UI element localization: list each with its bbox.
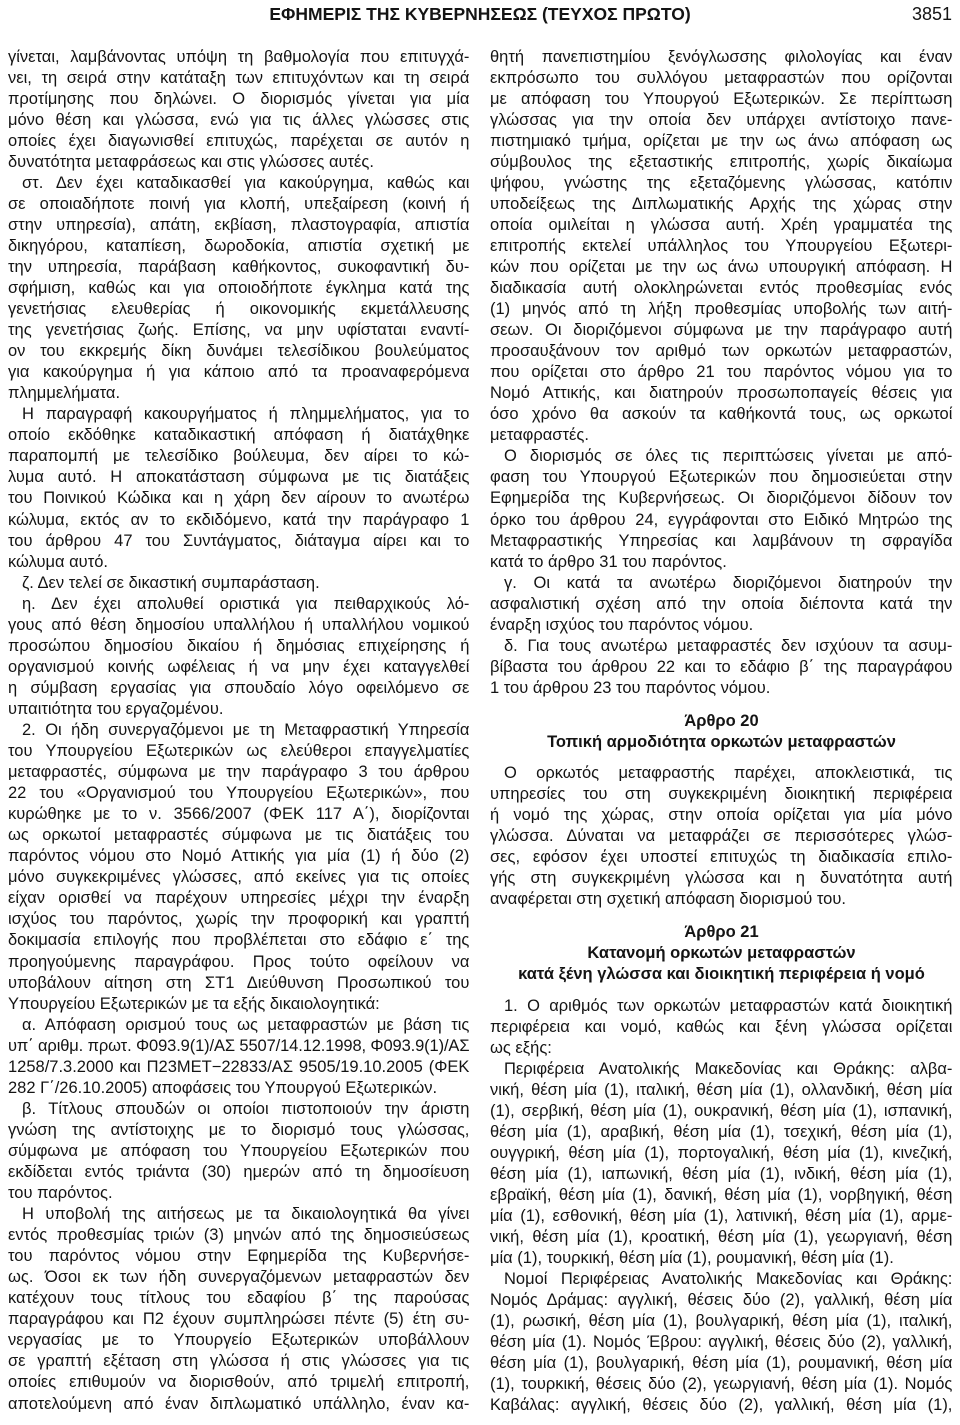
text-line: 22 του «Οργανισμού του Υπουργείου Εξωτερικών», που (8, 784, 470, 803)
text-line: θητή πανεπιστημίου ξενόγλωσσης φιλολογίας και έναν (490, 47, 953, 66)
left-column (8, 47, 470, 1415)
text-line: υποβάλουν αίτηση στη ΣΤ1 Διεύθυνση Προσωπικού του (8, 973, 470, 992)
text-line: α. Απόφαση ορισμού τους ως μεταφραστών με βάση τις (22, 1015, 470, 1034)
text-line: λυμα αυτό. Η αποκατάσταση σύμφωνα με τις διατάξεις (8, 468, 470, 487)
text-line: μεταφραστές. (490, 426, 589, 445)
text-line: σε γραπτή εξέταση στη γλώσσα ή στις γλώσσες για τις (8, 1352, 470, 1371)
text-line: Καβάλας: αγγλική, θέσεις δύο (2), γαλλική, θέση μία (1), (490, 1396, 953, 1415)
right-column (490, 47, 953, 1417)
text-line: προσαυξάνουν τον αριθμό των ορκωτών μεταφραστών, (490, 342, 953, 361)
text-line: η. Δεν έχει απολυθεί οριστικά για πειθαρχικούς λό- (22, 594, 470, 613)
text-line: πλημμελήματα. (8, 384, 121, 403)
text-line: οποίο εκδόθηκε καταδικαστική απόφαση ή διατάχθηκε (8, 426, 470, 445)
text-line: σφήμιση, καθώς και για οποιοδήποτε έγκλημα κατά της (8, 279, 470, 298)
text-line: οργανισμού κοινής ωφέλειας ή να μην έχει καταγγελθεί (8, 657, 470, 676)
text-line: φαση του Υπουργού Εξωτερικών που δημοσιεύεται στην (490, 468, 953, 487)
text-line: (1) μηνός από τη λήξη προθεσμίας υποβολής των αιτή- (490, 300, 953, 319)
text-line: προσώπου δημοσίου δικαίου ή δημόσιας επιχείρησης ή (8, 636, 470, 655)
gazette-title: ΕΦΗΜΕΡΙΣ ΤΗΣ ΚΥΒΕΡΝΗΣΕΩΣ (ΤΕΥΧΟΣ ΠΡΩΤΟ) (269, 4, 691, 24)
text-line: γενετήσιας ελευθερίας ή οικονομικής εκμετάλλευσης (8, 300, 470, 319)
text-line: πιστημιακό τμήμα, ορίζεται με την ως άνω απόφαση ως (490, 131, 953, 150)
text-line: παραγράφου και Π2 έχουν συμπληρώσει πέντε (5) έτη συ- (8, 1310, 470, 1329)
text-line: θέση μία (1), ιαπωνική, θέση μία (1), ινδική, θέση μία (1), (490, 1164, 953, 1183)
text-line: υπαιτιότητα του εργαζομένου. (8, 699, 224, 718)
text-line: (1), σερβική, θέση μία (1), ουκρανική, θέση μία (1), ισπανική, (490, 1101, 953, 1120)
text-line: στ. Δεν έχει καταδικασθεί για κακούργημα, καθώς και (22, 173, 470, 192)
text-line: κώλυμα αυτό. (8, 552, 108, 571)
paragraph (490, 446, 953, 572)
text-line: γ. Οι κατά τα ανωτέρω διοριζόμενοι διατηρούν την (504, 573, 953, 592)
text-line: δοκιμασία επιλογής που προβλέπεται στο εδάφιο ε΄ της (8, 931, 470, 950)
text-line: ζ. Δεν τελεί σε δικαστική συμπαράσταση. (22, 573, 320, 592)
text-line: παρόντος νόμου στο Νομό Αττικής για μία (1) ή δύο (2) (8, 847, 470, 866)
paragraph (490, 763, 953, 910)
text-line: μία (1), τουρκική, θέση μία (1), ρουμανική, θέση μία (1). (490, 1249, 894, 1268)
text-line: προτίμησης που δηλώνει. Ο διορισμός γίνεται για μία (8, 89, 470, 108)
text-line: Νομός Δράμας: αγγλική, θέσεις δύο (2), γαλλική, θέση μία (490, 1291, 953, 1310)
text-line: β. Τίτλους σπουδών οι οποίοι πιστοποιούν την άριστη (22, 1099, 470, 1118)
text-line: (1), τουρκική, θέσεις δύο (2), γεωργιανή, θέση μία (1). Νομός (490, 1375, 953, 1394)
text-line: δυνατότητα μεταφράσεως και στις γλώσσες αυτές. (8, 152, 374, 171)
text-line: γής στη συγκεκριμένη γλώσσα και η δυνατότητα αυτή (490, 869, 953, 888)
text-line: είχαν ορισθεί να παρέχουν υπηρεσίες μέχρι την έναρξη (8, 889, 470, 908)
text-line: μόνο συγκεκριμένες γλώσσες, από εκείνες για τις οποίες (8, 868, 470, 887)
paragraph (8, 1099, 470, 1204)
paragraph (8, 173, 470, 405)
text-line: νική, θέση μία (1), ιταλική, θέση μία (1), ολλανδική, θέση μία (490, 1080, 953, 1099)
text-line: Υπουργείου Εξωτερικών με τα εξής δικαιολογητικά: (8, 994, 380, 1013)
text-line: γνώση της αντίστοιχης με το διορισμό τους γλώσσας, (8, 1120, 470, 1139)
text-line: του Ποινικού Κώδικα και η χάρη δεν αίρουν το ανωτέρω (8, 489, 470, 508)
text-line: ή νομό της χώρας, στην οποία ορίζεται για μία μόνο (490, 806, 953, 825)
continuation (490, 47, 953, 447)
text-line: υπηρεσίες του στη συγκεκριμένη διοικητική περιφέρεια (490, 785, 953, 804)
text-line: Νομό Αττικής, και διατηρούν προσωποπαγείς θέσεις για (490, 384, 953, 403)
text-line: Ο διορισμός σε όλες τις περιπτώσεις γίνεται με από- (504, 447, 953, 466)
text-line: Περιφέρεια Ανατολικής Μακεδονίας και Θράκης: αλβα- (504, 1059, 953, 1078)
text-line: κατέχουν τους τίτλους του εδαφίου β΄ της παρούσας (8, 1289, 470, 1308)
text-line: την υπηρεσία, παράβαση καθήκοντος, συκοφαντική δυ- (8, 257, 470, 276)
text-line: δ. Για τους ανωτέρω μεταφραστές δεν ισχύουν τα ασυμ- (504, 636, 953, 655)
text-line: γους από θέση δημοσίου υπαλλήλου ή υπαλλήλου νομικού (8, 615, 470, 634)
text-line: σεων. Οι διοριζόμενοι σύμφωνα με την παράγραφο αυτή (490, 321, 953, 340)
text-line: με απόφαση του Υπουργού Εξωτερικών. Σε περίπτωση (490, 89, 953, 108)
text-line: παραπομπή με τελεσίδικο βούλευμα, δεν αίρει το κώ- (8, 447, 470, 466)
text-line: εκπρόσωπο του συλλόγου μεταφραστών που ορίζονται (490, 68, 953, 87)
text-line: θέση μία (1), αραβική, θέση μία (1), τσεχική, θέση μία (1), (490, 1122, 953, 1141)
article-title-line: Τοπική αρμοδιότητα ορκωτών μεταφραστών (547, 733, 896, 751)
text-line: μεταφραστές, σύμφωνα με την παράγραφο 3 του άρθρου (8, 763, 470, 782)
text-line: γλώσσας για την οποία δεν υπάρχει αντίστοιχο πανε- (490, 110, 953, 129)
page-header (0, 2, 960, 26)
paragraph (490, 996, 953, 1059)
page-number: 3851 (911, 4, 952, 24)
text-line: σες, εφόσον έχει υποστεί επιτυχώς τη διαδικασία επιλο- (490, 848, 953, 867)
text-line: αναφέρεται στη σχετική απόφαση διορισμού του. (490, 890, 846, 909)
text-line: όρκο του άρθρου 24, εγγράφονται στο Ειδικό Μητρώο της (490, 510, 953, 529)
text-line: ψήφου, γνώστης της εξεταζόμενης γλώσσας, κατόπιν (490, 173, 953, 192)
text-line: δικηγόρου, καταπίεση, δωροδοκία, απιστία σχετική με (8, 236, 470, 255)
text-line: 1 του άρθρου 23 του παρόντος νόμου. (490, 678, 771, 697)
paragraph (8, 1204, 470, 1414)
text-line: του άρθρου 47 του Συντάγματος, διάταγμα αίρει και το (8, 531, 470, 550)
text-line: έναρξη ισχύος του παρόντος νόμου. (490, 615, 754, 634)
article-title-line: Κατανομή ορκωτών μεταφραστών (587, 944, 856, 963)
text-line: Η υποβολή της αιτήσεως με τα δικαιολογητικά θα γίνει (22, 1205, 470, 1224)
paragraph (8, 720, 470, 1015)
text-line: ως. Όσοι εκ των ήδη συνεργαζόμενων μεταφραστών δεν (8, 1268, 470, 1287)
paragraph (490, 636, 953, 699)
text-line: κώλυμα, εκτός αν το εκδιδόμενο, κατά την παράγραφο 1 (8, 510, 470, 529)
text-line: 282 Γ΄/26.10.2005) αποφάσεις του Υπουργού Εξωτερικών. (8, 1078, 438, 1097)
text-line: διαδικασία αυτή ολοκληρώνεται εντός προθεσμίας ενός (490, 279, 953, 298)
article-title (490, 943, 953, 985)
text-line: εντός προθεσμίας τριών (3) μηνών από της δημοσιεύσεως (8, 1226, 470, 1245)
text-line: η σύμβαση εργασίας για σπουδαίο λόγο οφειλόμενο σε (8, 678, 470, 697)
paragraph (490, 573, 953, 636)
text-line: στην υπηρεσία), απάτη, εκβίαση, πλαστογραφία, απιστία (8, 215, 470, 234)
text-line: Νομοί Περιφέρειας Ανατολικής Μακεδονίας και Θράκης: (504, 1270, 953, 1289)
text-line: για κακούργημα ή για κάποιο από τα προαναφερόμενα (8, 363, 470, 382)
text-line: γίνεται, λαμβάνοντας υπόψη τη βαθμολογία που επιτυγχά- (8, 47, 470, 66)
text-line: περιφέρεια και νομό, καθώς και ξένη γλώσσα ορίζεται (490, 1017, 953, 1036)
text-line: του Υπουργείου Εξωτερικών ως ελεύθεροι επαγγελματίες (8, 742, 470, 761)
text-line: (1), ρωσική, θέση μία (1), βουλγαρική, θέση μία (1), ιταλική, (490, 1312, 953, 1331)
text-line: μόνο θέση και γλώσσα, ενώ για τις άλλες γλώσσες στις (8, 110, 470, 129)
text-line: ως εξής: (490, 1038, 552, 1057)
paragraph (8, 594, 470, 720)
text-line: ως ορκωτοί μεταφραστές σύμφωνα με τις διατάξεις του (8, 826, 470, 845)
article-title-line: κατά ξένη γλώσσα και διοικητική περιφέρεια ή νομό (518, 965, 925, 984)
text-line: ασφαλιστική σχέση από την οποία διέποντα κατά την (490, 594, 953, 613)
article-number (490, 711, 953, 732)
article-number: Άρθρο 20 (684, 711, 759, 730)
text-line: νει, τη σειρά στην κατάταξη των επιτυχόντων και τη σειρά (8, 68, 470, 87)
text-line: νεργασίας με το Υπουργείο Εξωτερικών υποβάλλουν (8, 1331, 470, 1350)
paragraph (8, 573, 470, 594)
text-line: Εφημερίδα της Κυβερνήσεως. Οι διοριζόμενοι δίδουν τον (490, 489, 953, 508)
text-line: οποίες έχει διαγωνισθεί επιτυχώς, παρέχεται σε αυτόν η (8, 131, 470, 150)
text-line: εβραϊκή, θέση μία (1), δανική, θέση μία (1), νορβηγική, θέση (490, 1185, 953, 1204)
text-line: εκδίδεται εντός τριάντα (30) ημερών από τη δημοσίευση (8, 1162, 470, 1181)
text-line: κατά το άρθρο 31 του παρόντος. (490, 552, 727, 571)
text-line: ον του εκκρεμής δίκη δυνάμει τελεσίδικου βουλεύματος (8, 342, 470, 361)
paragraph (490, 1059, 953, 1269)
text-line: 2. Οι ήδη συνεργαζόμενοι με τη Μεταφραστική Υπηρεσία (22, 721, 470, 739)
text-line: ισχύος του παρόντος, χωρίς την προφορική και γραπτή (8, 910, 470, 929)
paragraph (490, 1269, 953, 1416)
paragraph (8, 1015, 470, 1099)
text-line: Μεταφραστικής Υπηρεσίας και λαμβάνουν τη σφραγίδα (490, 531, 953, 550)
text-line: σύμφωνα με απόφαση του Υπουργείου Εξωτερικών που (8, 1141, 470, 1160)
article-number: Άρθρο 21 (684, 923, 759, 942)
text-line: 1258/7.3.2000 και Π23ΜΕΤ−22833/ΑΣ 9505/19.10.2005 (ΦΕΚ (8, 1057, 470, 1076)
text-line: που ορίζεται στο άρθρο 21 του παρόντος νόμου για το (490, 363, 953, 382)
text-line: όσο χρόνο θα ασκούν τα καθήκοντά τους, ως ορκωτοί (490, 405, 953, 424)
text-line: του παρόντος νόμου στην Εφημερίδα της Κυβερνήσε- (8, 1247, 470, 1266)
paragraph (8, 404, 470, 572)
text-line: Η παραγραφή κακουργήματος ή πλημμελήματος, για το (22, 405, 470, 424)
text-line: οποίες επιθυμούν να διορισθούν, από τριμελή επιτροπή, (8, 1373, 470, 1392)
text-line: μία (1), εσθονική, θέση μία (1), λατινική, θέση μία (1), αρμε- (490, 1206, 953, 1225)
text-line: κυρώθηκε με το ν. 3566/2007 (ΦΕΚ 117 Α΄), διορίζονται (8, 805, 470, 824)
text-line: θέση μία (1), βουλγαρική, θέση μία (1), ρουμανική, θέση μία (490, 1354, 953, 1373)
text-line: γλώσσα. Δύναται να μεταφράζει σε περισσότερες γλώσ- (490, 827, 953, 846)
text-line: υπ΄ αριθμ. πρωτ. Φ093.9(1)/ΑΣ 5507/14.12.1998, Φ093.9(1)/ΑΣ (8, 1036, 470, 1055)
text-line: της γενετήσιας ζωής. Επίσης, να μην υφίσταται εναντί- (8, 321, 470, 340)
text-line: του παρόντος. (8, 1184, 113, 1203)
text-line: ουγγρική, θέση μία (1), πορτογαλική, θέση μία (1), κινεζική, (490, 1143, 953, 1162)
text-line: οποία ομιλείται η γλώσσα αυτή. Χρέη γραμματέα της (490, 215, 953, 234)
text-line: σύμβουλος της εξεταστικής επιτροπής, χωρίς δικαίωμα (490, 152, 953, 171)
continuation (8, 47, 470, 173)
text-line: 1. Ο αριθμός των ορκωτών μεταφραστών κατά διοικητική (504, 996, 953, 1015)
text-line: νική, θέση μία (1), κροατική, θέση μία (1), γεωργιανή, θέση (490, 1228, 953, 1247)
text-line: κών που ορίζεται με την ως άνω υπουργική απόφαση. Η (490, 257, 953, 276)
article-title (490, 732, 953, 753)
article-number (490, 922, 953, 943)
text-line: θέση μία (1). Νομός Έβρου: αγγλική, θέσεις δύο (2), γαλλική, (490, 1333, 953, 1352)
text-line: βίβαστα του άρθρου 22 και το εδάφιο β΄ της παραγράφου (490, 657, 953, 676)
text-line: Ο ορκωτός μεταφραστής παρέχει, αποκλειστικά, τις (504, 764, 953, 783)
text-line: υποδείξεως της Διπλωματικής Αρχής της χώρας στην (490, 194, 953, 213)
text-line: αποτελούμενη από έναν διπλωματικό υπάλληλο, έναν κα- (8, 1394, 470, 1413)
text-line: προηγούμενης παραγράφου. Προς τούτο οφείλουν να (8, 952, 470, 971)
text-line: σε οποιαδήποτε ποινή για κλοπή, υπεξαίρεση (κοινή ή (8, 194, 470, 213)
text-line: επιτροπής εκτελεί υπάλληλος του Υπουργείου Εξωτερι- (490, 236, 953, 255)
